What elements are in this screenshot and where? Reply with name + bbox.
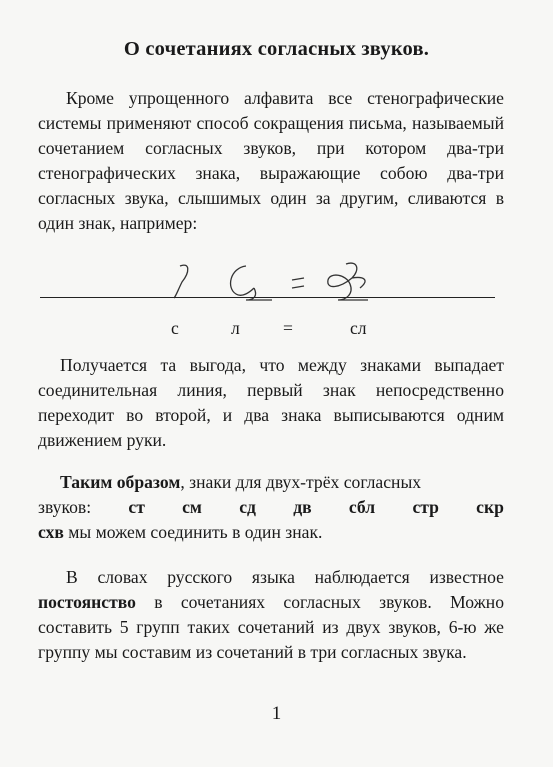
combo-final-text: мы можем соединить в один знак. <box>63 522 323 542</box>
combo-item: сд <box>239 497 256 517</box>
combo-item: сбл <box>348 497 376 517</box>
paragraph-benefit <box>38 353 504 453</box>
groups-text-after: в сочетаниях согласных звуков. Можно составить 5 групп таких сочетаний из двух звуков, 6-ю же группу мы составим из сочетаний в три согласных звука. <box>38 592 504 662</box>
combo-item: дв <box>293 497 312 517</box>
example-equals: = <box>283 318 293 338</box>
shorthand-l-stroke <box>231 266 272 300</box>
example-baseline-rule <box>40 297 495 298</box>
example-letter-s: с <box>171 318 179 338</box>
conclusion-lead-rest: , знаки для двух-трёх согласных <box>180 472 422 492</box>
combo-item: стр <box>412 497 439 517</box>
equals-sign <box>292 278 304 288</box>
paragraph-intro <box>38 86 504 236</box>
page-title: О сочетаниях согласных звуков. <box>123 38 430 60</box>
page-number: 1 <box>271 703 282 724</box>
example-letter-sl: сл <box>350 318 367 338</box>
combo-final-line <box>38 522 322 543</box>
example-letter-l: л <box>231 318 240 338</box>
shorthand-sl-stroke <box>328 263 368 300</box>
combo-item: см <box>182 497 202 517</box>
groups-text-before: В словах русского языка наблюдается известное <box>66 567 504 587</box>
combo-item: ст <box>128 497 145 517</box>
combo-list <box>38 497 504 518</box>
conclusion-bold-lead: Таким образом <box>60 472 181 492</box>
paragraph-groups <box>38 565 504 665</box>
combo-item-last: схв <box>38 522 64 542</box>
shorthand-s-stroke <box>174 265 188 298</box>
groups-bold-word: постоянство <box>38 592 136 612</box>
paragraph-intro-text: Кроме упрощенного алфавита все стенографические системы применяют способ сокращения письма, называемый сочетанием согласных звуков, при котором два-три стенографических знака, выражающие собою два-три согласных звука, слышимых один за другим, сливаются в один знак, например: <box>38 88 504 233</box>
paragraph-conclusion <box>38 470 504 495</box>
shorthand-example-drawing <box>150 258 380 302</box>
combo-item: скр <box>476 497 504 517</box>
paragraph-benefit-text: Получается та выгода, что между знаками выпадает соединительная линия, первый знак непосредственно переходит во второй, и два знака выписываются одним движением руки. <box>38 355 504 450</box>
combo-label: звуков: <box>38 497 92 517</box>
